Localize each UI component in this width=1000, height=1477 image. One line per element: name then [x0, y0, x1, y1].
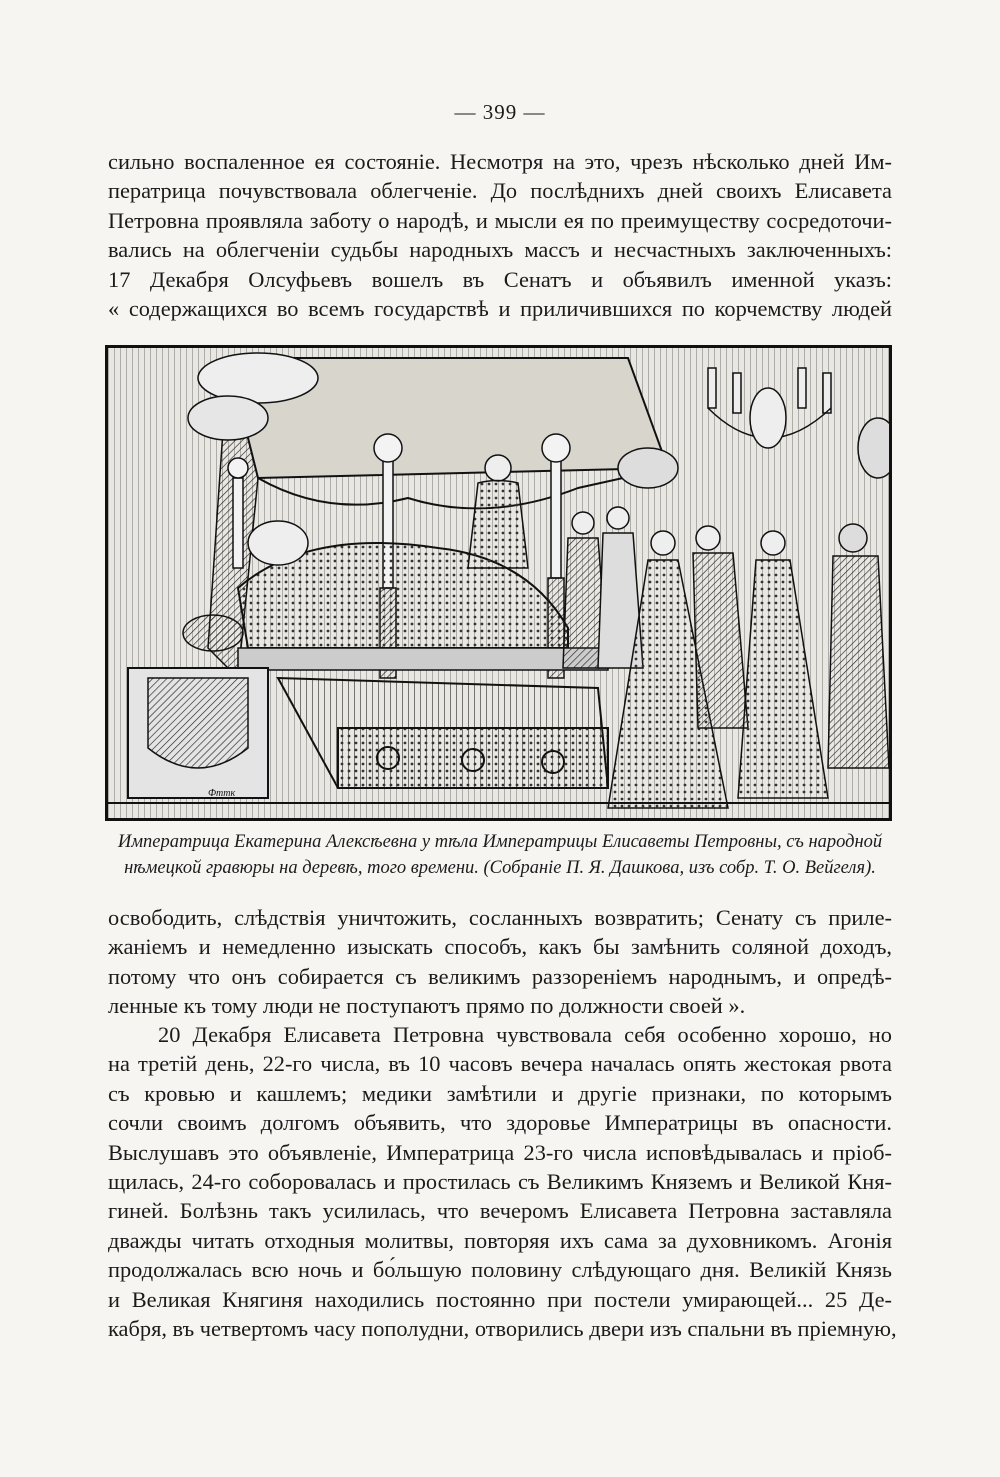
text-line: гиней. Болѣзнь такъ усилилась, что вечеромъ Елисавета Петровна заставляла [108, 1198, 892, 1224]
paragraph-bottom-1 [108, 903, 892, 1021]
text-line: Выслушавъ это объявленіе, Императрица 23-го числа исповѣдывалась и пріоб- [108, 1139, 892, 1165]
text-line: продолжалась всю ночь и бо́льшую половину слѣдующаго дня. Великій Князь [108, 1257, 892, 1283]
text-line: кабря, въ четвертомъ часу пополудни, отворились двери изъ спальни въ пріемную, [108, 1316, 897, 1342]
text-line: 20 Декабря Елисавета Петровна чувствовала себя особенно хорошо, но [158, 1022, 892, 1047]
text-line: ленные къ тому люди не поступаютъ прямо по должности своей ». [108, 993, 746, 1019]
text-line: дважды читать отходныя молитвы, повторяя ихъ сама за духовникомъ. Агонія [108, 1227, 892, 1253]
page-number: — 399 — [454, 100, 546, 124]
paragraph-bottom-2 [108, 1020, 897, 1343]
text-line: вались на облегченіи судьбы народныхъ массъ и несчастныхъ заключенныхъ: [108, 237, 892, 263]
text-line: освободить, слѣдствія уничтожить, сосланныхъ возвратить; Сенату съ приле- [108, 905, 892, 930]
text-line: 17 Декабря Олсуфьевъ вошелъ въ Сенатъ и объявилъ именной указъ: [108, 266, 892, 292]
text-line: съ кровью и кашлемъ; медики замѣтили и другіе признаки, по которымъ [108, 1080, 892, 1106]
engraver-signature: Фттк [208, 788, 236, 799]
deathbed-engraving [108, 348, 889, 818]
caption-line: Императрица Екатерина Алексѣевна у тѣла Императрицы Елисаветы Петровны, съ народной [117, 832, 883, 852]
text-line: ператрица почувствовала облегченіе. До послѣднихъ дней своихъ Елисавета [108, 178, 892, 204]
text-line: сильно воспаленное ея состояніе. Несмотря на это, чрезъ нѣсколько дней Им- [108, 149, 892, 174]
text-line: щилась, 24-го соборовалась и простилась съ Великимъ Княземъ и Великой Кня- [108, 1169, 892, 1195]
text-line: и Великая Княгиня находились постоянно при постели умирающей... 25 Де- [108, 1286, 892, 1312]
text-line: потому что онъ собирается съ великимъ раззореніемъ народнымъ, и опредѣ- [108, 963, 892, 989]
text-line: на третій день, 22-го числа, въ 10 часовъ вечера началась опять жестокая рвота [108, 1051, 892, 1077]
paragraph-top [108, 147, 892, 323]
text-line: жаніемъ и немедленно изыскать способъ, какъ бы замѣнить соляной доходъ, [108, 934, 892, 960]
text-line: « содержащихся во всемъ государствѣ и приличившихся по корчемству людей [108, 296, 892, 322]
text-line: Петровна проявляла заботу о народѣ, и мысли ея по преимуществу сосредоточи- [108, 207, 892, 233]
figure-caption [108, 829, 892, 881]
engraving-illustration [105, 345, 892, 821]
caption-line: нѣмецкой гравюры на деревѣ, того времени. (Собраніе П. Я. Дашкова, изъ собр. Т. О. Вейгеля). [124, 858, 876, 878]
text-line: сочли своимъ долгомъ объявить, что здоровье Императрицы въ опасности. [108, 1110, 892, 1136]
